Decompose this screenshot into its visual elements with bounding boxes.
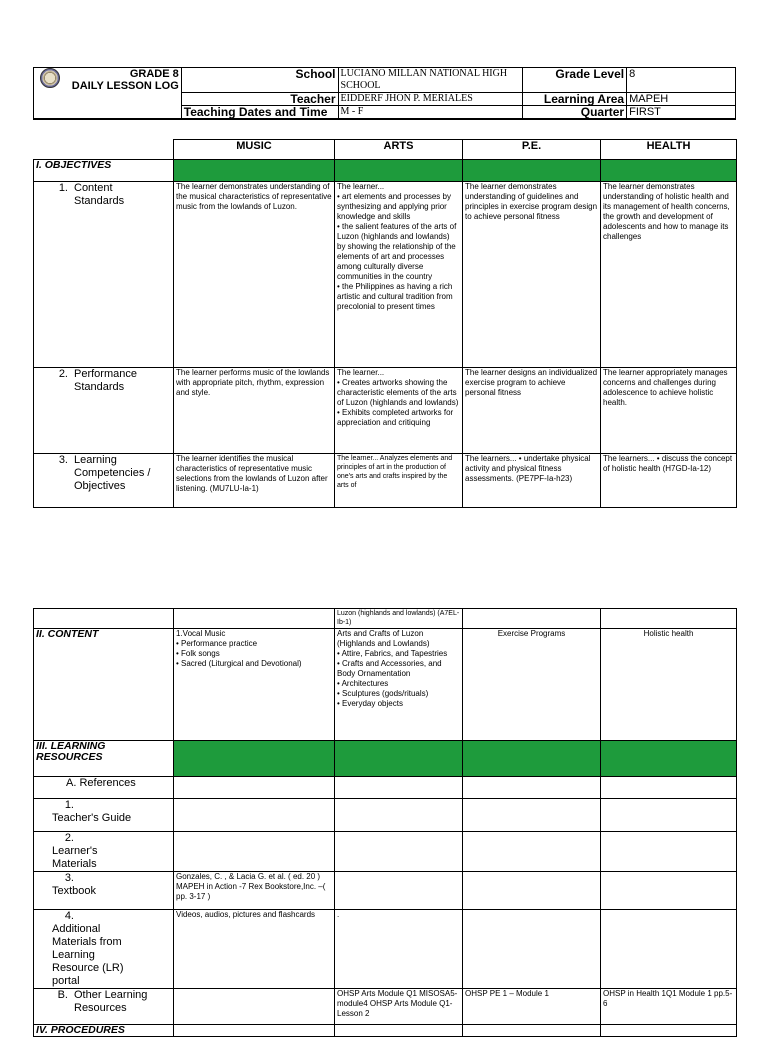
content-pe: Exercise Programs: [463, 629, 601, 741]
header-table: [33, 67, 736, 120]
teachers-guide-arts: [335, 799, 463, 832]
teachers-guide-music: [174, 799, 335, 832]
learners-materials-health: [601, 832, 737, 872]
resources-heading: III. LEARNING RESOURCES: [34, 741, 174, 777]
objectives-heading: I. OBJECTIVES: [34, 160, 174, 182]
blank-cell: [601, 777, 737, 799]
teacher-value: EIDDERF JHON P. MERIALES: [338, 93, 523, 106]
learning-area-value: MAPEH: [627, 93, 736, 106]
learners-materials-arts: [335, 832, 463, 872]
school-label: School: [181, 68, 338, 93]
references-label: A. References: [34, 777, 174, 799]
learning-competencies-pe: The learners... • undertake physical activity and physical fitness assessments. (PE7PF-Ia-h23): [463, 454, 601, 508]
blank-cell: [601, 609, 737, 629]
textbook-health: [601, 872, 737, 910]
deped-seal-icon: [40, 68, 60, 88]
content-standards-music: The learner demonstrates understanding of the musical characteristics of representative music from the lowlands of Luzon.: [174, 182, 335, 368]
learning-competencies-arts-cont: Luzon (highlands and lowlands) (A7EL-Ib-1): [335, 609, 463, 629]
textbook-label: 3.Textbook: [34, 872, 174, 910]
blank-cell: [463, 609, 601, 629]
grade-level-value: 8: [627, 68, 736, 93]
green-band: [601, 741, 737, 777]
performance-standards-health: The learner appropriately manages concerns and challenges during adolescence to achieve holistic health.: [601, 368, 737, 454]
content-arts: Arts and Crafts of Luzon (Highlands and Lowlands) • Attire, Fabrics, and Tapestries • Crafts and Accessories, and Body Ornamentation • Architectures • Sculptures (gods/rituals) • Everyday objects: [335, 629, 463, 741]
textbook-arts: [335, 872, 463, 910]
green-band: [335, 741, 463, 777]
learning-competencies-arts: The learner... Analyzes elements and principles of art in the production of one's arts and crafts inspired by the arts of: [335, 454, 463, 508]
textbook-music: Gonzales, C. , & Lacia G. et al. ( ed. 20 ) MAPEH in Action -7 Rex Bookstore,Inc. –( pp. 3-17 ): [174, 872, 335, 910]
content-heading: II. CONTENT: [34, 629, 174, 741]
teachers-guide-pe: [463, 799, 601, 832]
blank-cell: [463, 1025, 601, 1037]
performance-standards-pe: The learner designs an individualized exercise program to achieve personal fitness: [463, 368, 601, 454]
learning-competencies-music: The learner identifies the musical characteristics of representative music selections from the lowlands of Luzon after listening. (MU7LU-Ia-1): [174, 454, 335, 508]
content-music: 1.Vocal Music • Performance practice • Folk songs • Sacred (Liturgical and Devotional): [174, 629, 335, 741]
blank-cell: [174, 1025, 335, 1037]
blank-cell: [34, 609, 174, 629]
lesson-log-title: [34, 68, 182, 120]
teacher-label: Teacher: [181, 93, 338, 106]
blank-cell: [174, 777, 335, 799]
dates-label: Teaching Dates and Time: [181, 106, 338, 120]
content-standards-health: The learner demonstrates understanding of holistic health and its management of health concerns, the growth and development of adolescents and how to manage its challenges: [601, 182, 737, 368]
procedures-heading: IV. PROCEDURES: [34, 1025, 174, 1037]
other-resources-music: [174, 989, 335, 1025]
green-band: [174, 160, 335, 182]
green-band: [601, 160, 737, 182]
green-band: [335, 160, 463, 182]
content-health: Holistic health: [601, 629, 737, 741]
learning-competencies-label: 3. Learning Competencies / Objectives: [34, 454, 174, 508]
col-arts: ARTS: [335, 140, 463, 160]
other-resources-pe: OHSP PE 1 – Module 1: [463, 989, 601, 1025]
learning-area-label: Learning Area: [523, 93, 627, 106]
log-title: DAILY LESSON LOG: [71, 80, 179, 92]
learning-competencies-health: The learners... • discuss the concept of holistic health (H7GD-Ia-12): [601, 454, 737, 508]
additional-materials-music: Videos, audios, pictures and flashcards: [174, 910, 335, 989]
additional-materials-pe: [463, 910, 601, 989]
content-standards-label: 1. Content Standards: [34, 182, 174, 368]
quarter-label: Quarter: [523, 106, 627, 120]
other-resources-label: B. Other Learning Resources: [34, 989, 174, 1025]
content-resources-table: [33, 608, 737, 1037]
grade-level-label: Grade Level: [523, 68, 627, 93]
col-pe: P.E.: [463, 140, 601, 160]
green-band: [463, 160, 601, 182]
content-standards-arts: The learner... • art elements and processes by synthesizing and applying prior knowledge and skills • the salient features of the arts of Luzon (highlands and lowlands) by showing the relationship of the elements of art and processes among culturally diverse communities in the country • the Philippines as having a rich artistic and cultural tradition from precolonial to present times: [335, 182, 463, 368]
content-standards-pe: The learner demonstrates understanding of guidelines and principles in exercise program design to achieve personal fitness: [463, 182, 601, 368]
additional-materials-arts: .: [335, 910, 463, 989]
teachers-guide-label: 1.Teacher's Guide: [34, 799, 174, 832]
performance-standards-label: 2. Performance Standards: [34, 368, 174, 454]
col-music: MUSIC: [174, 140, 335, 160]
performance-standards-arts: The learner... • Creates artworks showing the characteristic elements of the arts of Luzon (highlands and lowlands) • Exhibits completed artworks for appreciation and critiquing: [335, 368, 463, 454]
blank-cell: [463, 777, 601, 799]
objectives-table: [33, 139, 737, 508]
col-health: HEALTH: [601, 140, 737, 160]
learners-materials-label: 2.Learner's Materials: [34, 832, 174, 872]
green-band: [463, 741, 601, 777]
textbook-pe: [463, 872, 601, 910]
dates-value: M - F: [338, 106, 523, 120]
blank-cell: [601, 1025, 737, 1037]
teachers-guide-health: [601, 799, 737, 832]
learners-materials-music: [174, 832, 335, 872]
school-value: LUCIANO MILLAN NATIONAL HIGH SCHOOL: [338, 68, 523, 93]
additional-materials-label: 4.Additional Materials from Learning Resource (LR) portal: [34, 910, 174, 989]
additional-materials-health: [601, 910, 737, 989]
blank-cell: [335, 777, 463, 799]
other-resources-arts: OHSP Arts Module Q1 MISOSA5-module4 OHSP Arts Module Q1- Lesson 2: [335, 989, 463, 1025]
performance-standards-music: The learner performs music of the lowlands with appropriate pitch, rhythm, expression and style.: [174, 368, 335, 454]
quarter-value: FIRST: [627, 106, 736, 120]
blank-cell: [174, 609, 335, 629]
green-band: [174, 741, 335, 777]
blank-cell: [335, 1025, 463, 1037]
other-resources-health: OHSP in Health 1Q1 Module 1 pp.5-6: [601, 989, 737, 1025]
learners-materials-pe: [463, 832, 601, 872]
blank-corner: [34, 140, 174, 160]
grade-title: GRADE 8: [129, 68, 179, 80]
